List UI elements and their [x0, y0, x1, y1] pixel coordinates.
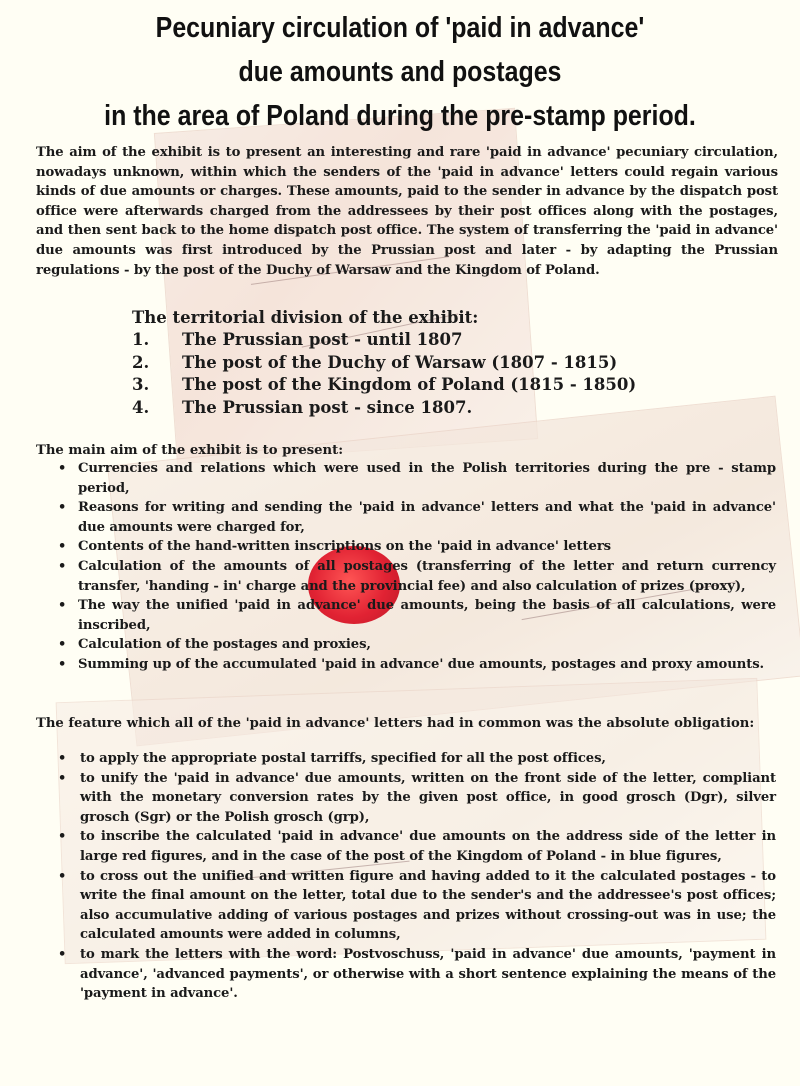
division-text: The Prussian post - until 1807	[182, 330, 463, 349]
page-title	[73, 6, 727, 138]
title-line: in the area of Poland during the pre-stamp period.	[104, 100, 696, 132]
bullet-icon: •	[58, 558, 67, 574]
division-number: 4.	[132, 397, 150, 417]
obligation-text: to apply the appropriate postal tarriffs, specified for all the post offices,	[80, 751, 606, 766]
bullet-icon: •	[58, 770, 67, 786]
obligation-item	[56, 769, 776, 828]
obligation-text: to inscribe the calculated 'paid in advance' due amounts on the address side of the letter in large red figures, and in the case of the post of the Kingdom of Poland - in blue figures,	[80, 829, 776, 864]
aims-text: Currencies and relations which were used in the Polish territories during the pre - stamp period,	[78, 461, 776, 496]
division-number: 2.	[132, 352, 150, 372]
bullet-icon: •	[58, 539, 67, 555]
division-heading: The territorial division of the exhibit:	[132, 308, 479, 327]
bullet-icon: •	[58, 751, 67, 766]
bullet-icon: •	[58, 598, 67, 614]
aims-heading: The main aim of the exhibit is to present:	[36, 443, 344, 458]
aims-list	[56, 459, 776, 675]
aims-item	[56, 635, 776, 655]
territorial-division	[132, 307, 692, 419]
obligation-item	[56, 867, 776, 945]
obligation-list	[56, 749, 776, 1004]
aims-item	[56, 655, 776, 675]
division-number: 3.	[132, 375, 150, 394]
title-line: Pecuniary circulation of 'paid in advance'	[155, 12, 645, 44]
aims-text: Calculation of the postages and proxies,	[78, 637, 371, 653]
division-number: 1.	[132, 330, 150, 349]
aims-item	[56, 498, 776, 537]
aims-text: Reasons for writing and sending the 'paid in advance' letters and what the 'paid in advance' due amounts were charged for,	[78, 500, 776, 535]
bullet-icon: •	[58, 829, 67, 845]
division-text: The post of the Duchy of Warsaw (1807 - 1815)	[182, 352, 618, 372]
aims-text: The way the unified 'paid in advance' due amounts, being the basis of all calculations, were inscribed,	[78, 598, 776, 633]
bullet-icon: •	[58, 946, 67, 962]
aims-text: Contents of the hand-written inscriptions on the 'paid in advance' letters	[78, 539, 611, 555]
obligation-item	[56, 945, 776, 1004]
obligation-text: to mark the letters with the word: Postvoschuss, 'paid in advance' due amounts, 'payment in advance', 'advanced payments', or otherwise with a short sentence explaining the means of the 'payment in advance'.	[80, 946, 776, 1002]
division-item	[132, 397, 692, 420]
aims-item	[56, 557, 776, 596]
division-item	[132, 329, 692, 352]
obligation-text: to unify the 'paid in advance' due amounts, written on the front side of the letter, compliant with the monetary conversion rates by the given post office, in good grosch (Dgr), silver grosch (Sgr) or the Polish grosch (grp),	[80, 770, 776, 825]
bullet-icon: •	[58, 461, 67, 476]
obligation-item	[56, 827, 776, 866]
bullet-icon: •	[58, 500, 67, 516]
aims-item	[56, 459, 776, 498]
obligation-heading: The feature which all of the 'paid in advance' letters had in common was the absolute obligation:	[36, 716, 755, 731]
title-line: due amounts and postages	[238, 56, 562, 88]
intro-paragraph: The aim of the exhibit is to present an interesting and rare 'paid in advance' pecuniary circulation, nowadays unknown, within which the senders of the 'paid in advance' letters could regain various kinds of due amounts or charges. These amounts, paid to the sender in advance by the dispatch post office were afterwards charged from the addressees by their post offices along with the postages, and then sent back to the home dispatch post office. The system of transferring the 'paid in advance' due amounts was first introduced by the Prussian post and later - by adapting the Prussian regulations - by the post of the Duchy of Warsaw and the Kingdom of Poland.	[36, 145, 778, 278]
obligation-text: to cross out the unified and written figure and having added to it the calculated postages - to write the final amount on the letter, total due to the sender's and the addressee's post offices; also accumulative adding of various postages and prizes without crossing-out was in use; the calculated amounts were added in columns,	[80, 868, 776, 943]
aims-item	[56, 537, 776, 557]
division-item	[132, 374, 692, 397]
obligation-item	[56, 749, 776, 769]
aims-text: Calculation of the amounts of all postages (transferring of the letter and return currency transfer, 'handing - in' charge and the provincial fee) and also calculation of prizes (proxy),	[78, 558, 776, 594]
division-list	[132, 329, 692, 419]
division-text: The post of the Kingdom of Poland (1815 - 1850)	[182, 375, 637, 394]
aims-text: Summing up of the accumulated 'paid in advance' due amounts, postages and proxy amounts.	[78, 656, 765, 672]
bullet-icon: •	[58, 868, 67, 884]
bullet-icon: •	[58, 656, 67, 672]
division-item	[132, 352, 692, 375]
division-text: The Prussian post - since 1807.	[182, 397, 473, 417]
bullet-icon: •	[58, 637, 67, 653]
aims-item	[56, 596, 776, 635]
